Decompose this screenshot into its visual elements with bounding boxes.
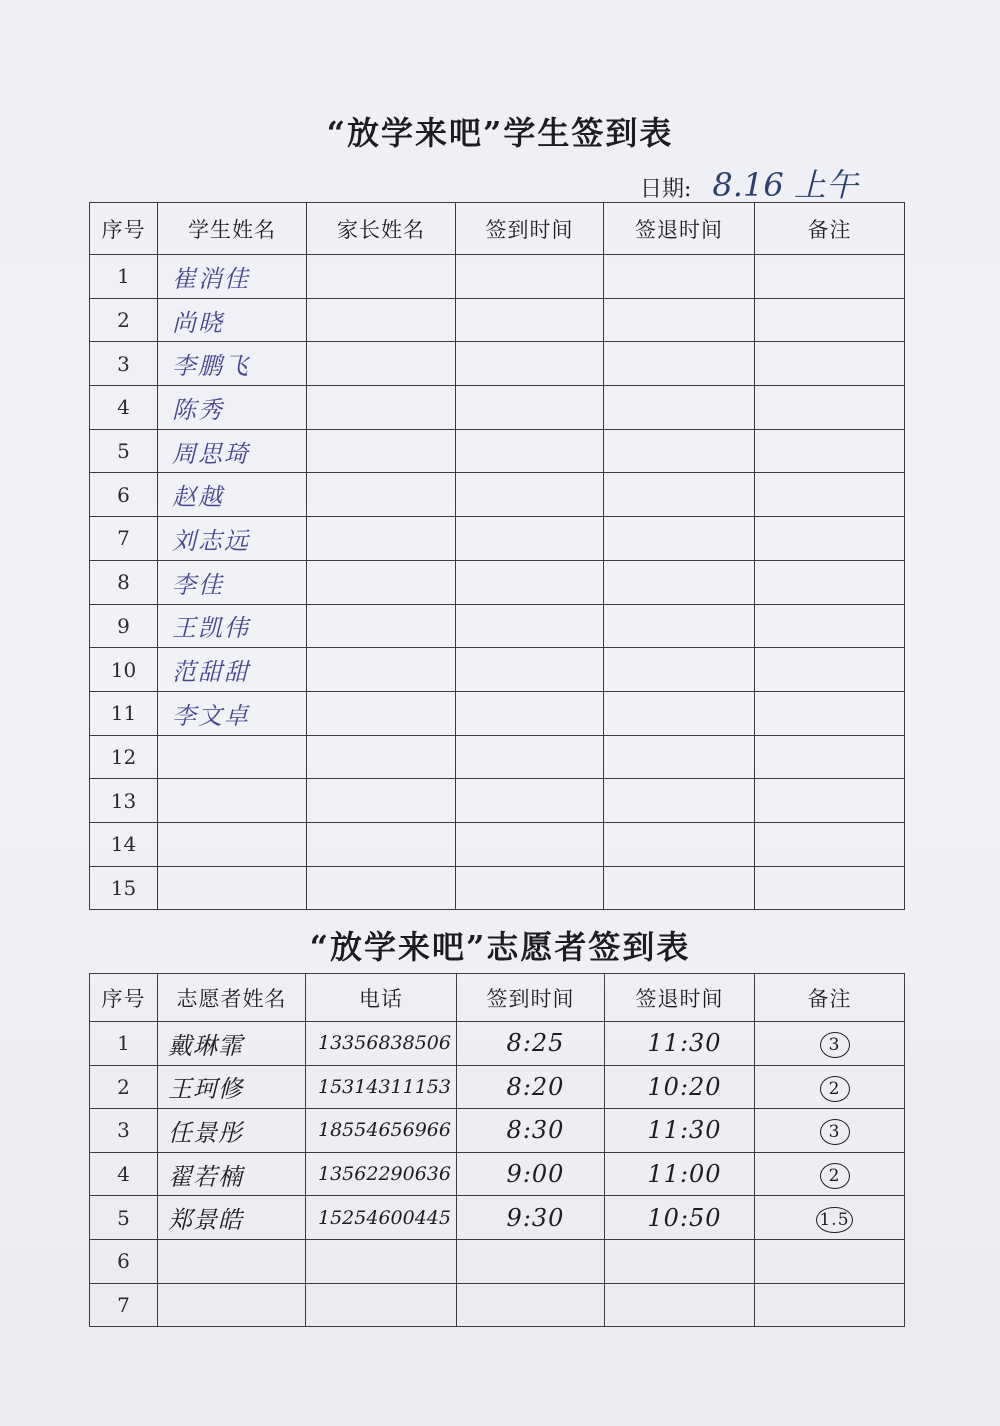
student-name-cell: 王凯伟 bbox=[158, 604, 307, 648]
signin-time-cell bbox=[456, 386, 604, 430]
signout-time-cell: 11:30 bbox=[605, 1022, 755, 1066]
signout-time-cell: 10:20 bbox=[605, 1065, 755, 1109]
header-cell: 签到时间 bbox=[457, 974, 605, 1022]
circled-hours: 2 bbox=[820, 1076, 850, 1102]
phone-cell: 15254600445 bbox=[306, 1196, 457, 1240]
row-number: 13 bbox=[90, 779, 158, 823]
note-cell bbox=[755, 735, 905, 779]
note-cell bbox=[755, 1239, 905, 1283]
signout-time-cell bbox=[604, 342, 755, 386]
table-row bbox=[90, 429, 905, 473]
table-row bbox=[90, 691, 905, 735]
row-number: 1 bbox=[90, 255, 158, 299]
row-number: 2 bbox=[90, 298, 158, 342]
signin-time-cell bbox=[456, 429, 604, 473]
signout-time-cell bbox=[604, 298, 755, 342]
table-row bbox=[90, 255, 905, 299]
table-row bbox=[90, 1239, 905, 1283]
row-number: 4 bbox=[90, 386, 158, 430]
header-cell: 学生姓名 bbox=[158, 203, 307, 255]
signout-time-cell bbox=[605, 1239, 755, 1283]
student-name-cell: 李佳 bbox=[158, 560, 307, 604]
header-cell: 签退时间 bbox=[604, 203, 755, 255]
note-cell bbox=[755, 822, 905, 866]
header-cell: 序号 bbox=[90, 974, 158, 1022]
header-cell: 志愿者姓名 bbox=[158, 974, 306, 1022]
note-cell bbox=[755, 342, 905, 386]
table-row bbox=[90, 604, 905, 648]
header-cell: 签到时间 bbox=[456, 203, 604, 255]
note-cell bbox=[755, 1022, 905, 1066]
signin-time-cell bbox=[456, 298, 604, 342]
note-cell bbox=[755, 1065, 905, 1109]
student-signin-table bbox=[89, 202, 905, 910]
student-name-cell bbox=[158, 866, 307, 910]
phone-cell bbox=[306, 1239, 457, 1283]
parent-name-cell bbox=[307, 691, 456, 735]
row-number: 9 bbox=[90, 604, 158, 648]
phone-cell: 13562290636 bbox=[306, 1152, 457, 1196]
signin-time-cell bbox=[456, 473, 604, 517]
student-name-cell: 李鹏飞 bbox=[158, 342, 307, 386]
volunteer-name-cell: 王珂修 bbox=[158, 1065, 306, 1109]
note-cell bbox=[755, 560, 905, 604]
header-cell: 备注 bbox=[755, 974, 905, 1022]
signout-time-cell: 11:30 bbox=[605, 1109, 755, 1153]
row-number: 6 bbox=[90, 473, 158, 517]
circled-hours: 1.5 bbox=[816, 1207, 852, 1233]
table-row bbox=[90, 386, 905, 430]
volunteer-name-cell: 郑景皓 bbox=[158, 1196, 306, 1240]
table-row bbox=[90, 473, 905, 517]
parent-name-cell bbox=[307, 560, 456, 604]
row-number: 15 bbox=[90, 866, 158, 910]
volunteer-table-header bbox=[90, 974, 905, 1022]
signin-time-cell: 8:30 bbox=[457, 1109, 605, 1153]
parent-name-cell bbox=[307, 822, 456, 866]
signin-time-cell bbox=[456, 517, 604, 561]
signout-time-cell bbox=[604, 691, 755, 735]
parent-name-cell bbox=[307, 648, 456, 692]
note-cell bbox=[755, 1152, 905, 1196]
signout-time-cell bbox=[604, 735, 755, 779]
student-name-cell: 尚晓 bbox=[158, 298, 307, 342]
student-name-cell: 刘志远 bbox=[158, 517, 307, 561]
table-row bbox=[90, 779, 905, 823]
row-number: 8 bbox=[90, 560, 158, 604]
row-number: 12 bbox=[90, 735, 158, 779]
signin-time-cell bbox=[457, 1239, 605, 1283]
signin-time-cell bbox=[456, 822, 604, 866]
student-name-cell: 周思琦 bbox=[158, 429, 307, 473]
table-row bbox=[90, 1065, 905, 1109]
table-row bbox=[90, 1109, 905, 1153]
student-name-cell: 李文卓 bbox=[158, 691, 307, 735]
signin-time-cell bbox=[456, 735, 604, 779]
parent-name-cell bbox=[307, 255, 456, 299]
table-row bbox=[90, 1283, 905, 1327]
header-cell: 家长姓名 bbox=[307, 203, 456, 255]
signout-time-cell bbox=[604, 604, 755, 648]
note-cell bbox=[755, 1196, 905, 1240]
phone-cell: 13356838506 bbox=[306, 1022, 457, 1066]
row-number: 5 bbox=[90, 1196, 158, 1240]
note-cell bbox=[755, 473, 905, 517]
signin-time-cell bbox=[456, 560, 604, 604]
signout-time-cell bbox=[604, 429, 755, 473]
note-cell bbox=[755, 255, 905, 299]
header-cell: 序号 bbox=[90, 203, 158, 255]
student-name-cell: 陈秀 bbox=[158, 386, 307, 430]
signin-time-cell bbox=[456, 648, 604, 692]
parent-name-cell bbox=[307, 342, 456, 386]
student-sheet-title: “放学来吧”学生签到表 bbox=[326, 114, 674, 152]
row-number: 7 bbox=[90, 517, 158, 561]
table-row bbox=[90, 517, 905, 561]
note-cell bbox=[755, 1109, 905, 1153]
table-row bbox=[90, 822, 905, 866]
parent-name-cell bbox=[307, 735, 456, 779]
volunteer-name-cell: 任景彤 bbox=[158, 1109, 306, 1153]
parent-name-cell bbox=[307, 866, 456, 910]
signout-time-cell bbox=[604, 386, 755, 430]
parent-name-cell bbox=[307, 779, 456, 823]
volunteer-name-cell bbox=[158, 1239, 306, 1283]
signin-time-cell bbox=[456, 342, 604, 386]
note-cell bbox=[755, 517, 905, 561]
student-name-cell bbox=[158, 822, 307, 866]
row-number: 6 bbox=[90, 1239, 158, 1283]
table-row bbox=[90, 1152, 905, 1196]
student-name-cell bbox=[158, 779, 307, 823]
note-cell bbox=[755, 779, 905, 823]
parent-name-cell bbox=[307, 298, 456, 342]
parent-name-cell bbox=[307, 604, 456, 648]
phone-cell: 18554656966 bbox=[306, 1109, 457, 1153]
phone-cell bbox=[306, 1283, 457, 1327]
note-cell bbox=[755, 648, 905, 692]
note-cell bbox=[755, 298, 905, 342]
date-value: 8.16 上午 bbox=[712, 166, 858, 204]
date-label: 日期: bbox=[640, 177, 692, 202]
table-row bbox=[90, 342, 905, 386]
table-row bbox=[90, 735, 905, 779]
volunteer-name-cell bbox=[158, 1283, 306, 1327]
row-number: 4 bbox=[90, 1152, 158, 1196]
signout-time-cell bbox=[605, 1283, 755, 1327]
signin-time-cell bbox=[456, 866, 604, 910]
signout-time-cell bbox=[604, 866, 755, 910]
note-cell bbox=[755, 1283, 905, 1327]
table-row bbox=[90, 1022, 905, 1066]
signout-time-cell bbox=[604, 779, 755, 823]
student-name-cell: 赵越 bbox=[158, 473, 307, 517]
note-cell bbox=[755, 691, 905, 735]
note-cell bbox=[755, 866, 905, 910]
header-cell: 电话 bbox=[306, 974, 457, 1022]
circled-hours: 2 bbox=[820, 1163, 850, 1189]
note-cell bbox=[755, 429, 905, 473]
phone-cell: 15314311153 bbox=[306, 1065, 457, 1109]
signout-time-cell bbox=[604, 822, 755, 866]
signin-time-cell bbox=[456, 691, 604, 735]
table-row bbox=[90, 1196, 905, 1240]
parent-name-cell bbox=[307, 473, 456, 517]
volunteer-name-cell: 戴琳霏 bbox=[158, 1022, 306, 1066]
row-number: 14 bbox=[90, 822, 158, 866]
signout-time-cell: 11:00 bbox=[605, 1152, 755, 1196]
header-cell: 签退时间 bbox=[605, 974, 755, 1022]
date-row bbox=[640, 160, 858, 206]
volunteer-name-cell: 翟若楠 bbox=[158, 1152, 306, 1196]
signout-time-cell bbox=[604, 517, 755, 561]
signin-time-cell bbox=[456, 255, 604, 299]
row-number: 5 bbox=[90, 429, 158, 473]
signin-time-cell: 9:30 bbox=[457, 1196, 605, 1240]
signout-time-cell bbox=[604, 255, 755, 299]
row-number: 3 bbox=[90, 342, 158, 386]
circled-hours: 3 bbox=[820, 1032, 850, 1058]
row-number: 2 bbox=[90, 1065, 158, 1109]
signin-time-cell: 8:20 bbox=[457, 1065, 605, 1109]
signin-time-cell: 9:00 bbox=[457, 1152, 605, 1196]
student-name-cell: 崔消佳 bbox=[158, 255, 307, 299]
volunteer-signin-table bbox=[89, 973, 905, 1327]
header-cell: 备注 bbox=[755, 203, 905, 255]
row-number: 7 bbox=[90, 1283, 158, 1327]
signout-time-cell: 10:50 bbox=[605, 1196, 755, 1240]
volunteer-sheet-title: “放学来吧”志愿者签到表 bbox=[309, 928, 691, 966]
signout-time-cell bbox=[604, 560, 755, 604]
row-number: 1 bbox=[90, 1022, 158, 1066]
table-row bbox=[90, 560, 905, 604]
signout-time-cell bbox=[604, 473, 755, 517]
signin-time-cell bbox=[456, 604, 604, 648]
parent-name-cell bbox=[307, 429, 456, 473]
row-number: 10 bbox=[90, 648, 158, 692]
table-row bbox=[90, 298, 905, 342]
parent-name-cell bbox=[307, 386, 456, 430]
parent-name-cell bbox=[307, 517, 456, 561]
table-row bbox=[90, 648, 905, 692]
row-number: 3 bbox=[90, 1109, 158, 1153]
signin-time-cell bbox=[456, 779, 604, 823]
student-name-cell: 范甜甜 bbox=[158, 648, 307, 692]
student-table-header bbox=[90, 203, 905, 255]
note-cell bbox=[755, 386, 905, 430]
signin-time-cell: 8:25 bbox=[457, 1022, 605, 1066]
circled-hours: 3 bbox=[820, 1119, 850, 1145]
note-cell bbox=[755, 604, 905, 648]
table-row bbox=[90, 866, 905, 910]
signout-time-cell bbox=[604, 648, 755, 692]
student-name-cell bbox=[158, 735, 307, 779]
row-number: 11 bbox=[90, 691, 158, 735]
signin-time-cell bbox=[457, 1283, 605, 1327]
